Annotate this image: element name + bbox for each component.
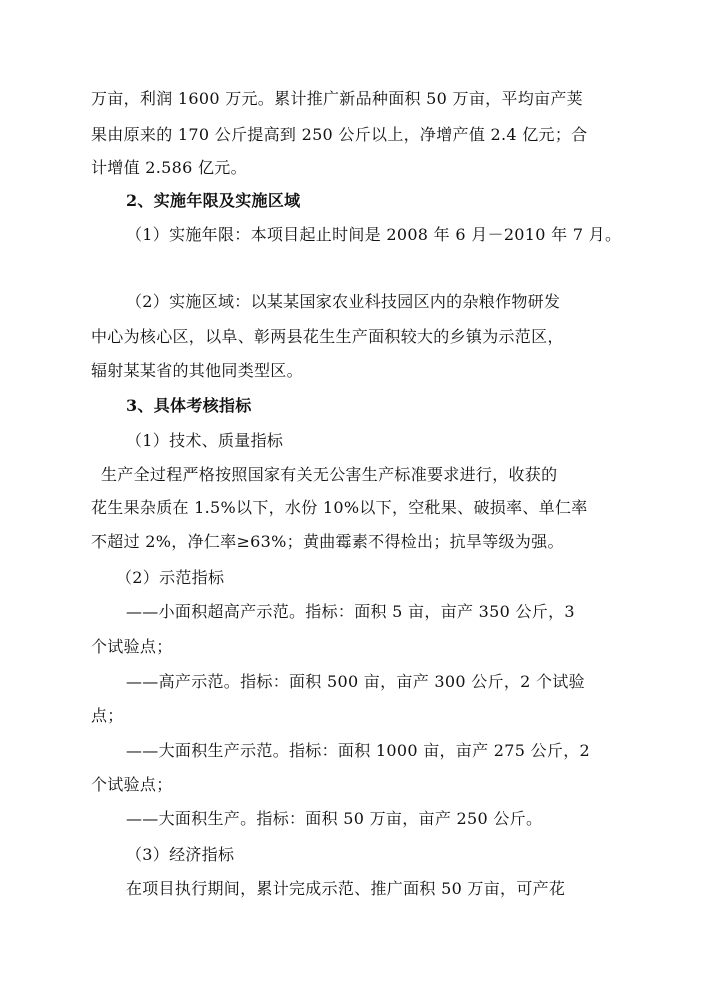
paragraph-line: 点； <box>91 706 124 725</box>
paragraph-line: 辐射某某省的其他同类型区。 <box>91 361 303 380</box>
paragraph-line: 个试验点； <box>91 637 173 656</box>
section-heading: 2、实施年限及实施区域 <box>126 191 301 210</box>
paragraph-line: （2）实施区域：以某某国家农业科技园区内的杂粮作物研发 <box>126 292 561 311</box>
paragraph-line: 计增值 2.586 亿元。 <box>91 158 247 177</box>
paragraph-line: 生产全过程严格按照国家有关无公害生产标准要求进行，收获的 <box>101 465 558 484</box>
paragraph-line: （1）实施年限：本项目起止时间是 2008 年 6 月－2010 年 7 月。 <box>126 225 622 244</box>
list-item: ——大面积生产。指标：面积 50 万亩，亩产 250 公斤。 <box>126 809 543 828</box>
subheading: （3）经济指标 <box>126 845 235 864</box>
paragraph-line: 个试验点； <box>91 775 173 794</box>
section-heading: 3、具体考核指标 <box>126 396 252 415</box>
subheading: （2）示范指标 <box>116 568 225 587</box>
list-item: ——高产示范。指标：面积 500 亩，亩产 300 公斤，2 个试验 <box>126 672 585 691</box>
paragraph-line: 果由原来的 170 公斤提高到 250 公斤以上，净增产值 2.4 亿元；合 <box>91 125 588 144</box>
list-item: ——小面积超高产示范。指标：面积 5 亩，亩产 350 公斤，3 <box>126 602 575 621</box>
paragraph-line: 中心为核心区，以阜、彰两县花生生产面积较大的乡镇为示范区， <box>91 327 564 346</box>
paragraph-line: 花生果杂质在 1.5%以下，水份 10%以下，空秕果、破损率、单仁率 <box>91 498 588 517</box>
subheading: （1）技术、质量指标 <box>126 431 284 450</box>
paragraph-line: 不超过 2%，净仁率≥63%；黄曲霉素不得检出；抗旱等级为强。 <box>91 532 564 551</box>
paragraph-line: 在项目执行期间，累计完成示范、推广面积 50 万亩，可产花 <box>126 879 566 898</box>
paragraph-line: 万亩，利润 1600 万元。累计推广新品种面积 50 万亩，平均亩产荚 <box>91 89 583 108</box>
list-item: ——大面积生产示范。指标：面积 1000 亩，亩产 275 公斤，2 <box>126 741 590 760</box>
